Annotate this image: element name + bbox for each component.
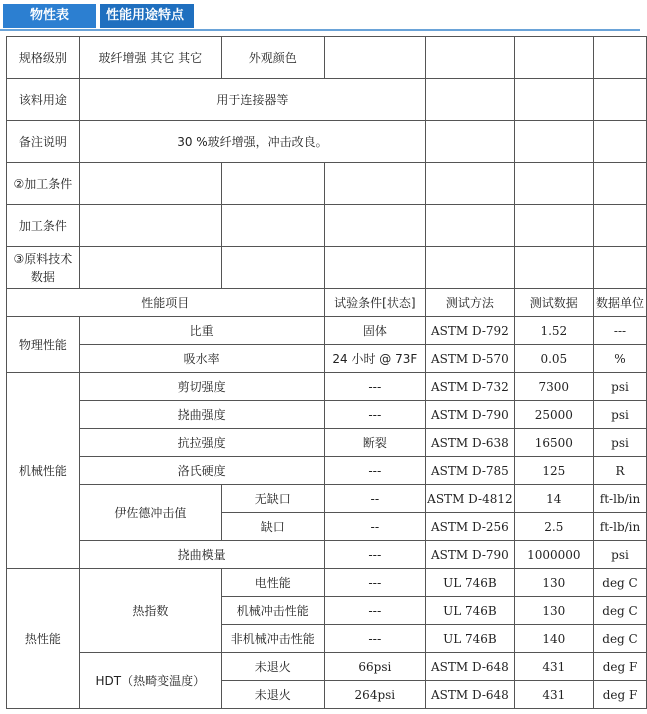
- property-condition: ---: [324, 625, 426, 653]
- empty-cell: [514, 121, 593, 163]
- table-row: [7, 247, 647, 289]
- property-unit: ft-lb/in: [594, 485, 647, 513]
- color-label: 外观颜色: [221, 37, 324, 79]
- table-header-row: [7, 289, 647, 317]
- table-row: [7, 541, 647, 569]
- izod-label: 伊佐德冲击值: [79, 485, 221, 541]
- property-method: ASTM D-4812: [426, 485, 514, 513]
- table-row: [7, 653, 647, 681]
- property-value: 7300: [514, 373, 593, 401]
- property-name: 挠曲强度: [79, 401, 324, 429]
- empty-cell: [514, 247, 593, 289]
- property-value: 130: [514, 597, 593, 625]
- property-unit: psi: [594, 429, 647, 457]
- property-value: 431: [514, 681, 593, 709]
- property-name: 吸水率: [79, 345, 324, 373]
- table-row: [7, 37, 647, 79]
- property-method: ASTM D-785: [426, 457, 514, 485]
- property-method: ASTM D-648: [426, 681, 514, 709]
- table-row: [7, 569, 647, 597]
- property-name: 比重: [79, 317, 324, 345]
- category-thermal: 热性能: [7, 569, 80, 709]
- table-row: [7, 373, 647, 401]
- property-unit: psi: [594, 373, 647, 401]
- property-value: 130: [514, 569, 593, 597]
- property-unit: deg C: [594, 569, 647, 597]
- empty-cell: [221, 163, 324, 205]
- property-method: ASTM D-648: [426, 653, 514, 681]
- property-method: ASTM D-638: [426, 429, 514, 457]
- property-condition: ---: [324, 569, 426, 597]
- empty-cell: [79, 163, 221, 205]
- empty-cell: [594, 121, 647, 163]
- empty-cell: [426, 121, 514, 163]
- property-method: UL 746B: [426, 625, 514, 653]
- property-condition: ---: [324, 373, 426, 401]
- empty-cell: [426, 163, 514, 205]
- property-method: ASTM D-570: [426, 345, 514, 373]
- property-value: 25000: [514, 401, 593, 429]
- hdt-label: HDT（热畸变温度）: [79, 653, 221, 709]
- property-subname: 非机械冲击性能: [221, 625, 324, 653]
- empty-cell: [79, 247, 221, 289]
- table-row: [7, 163, 647, 205]
- processing-label: ②加工条件: [7, 163, 80, 205]
- empty-cell: [514, 79, 593, 121]
- thermal-index-label: 热指数: [79, 569, 221, 653]
- property-condition: --: [324, 513, 426, 541]
- property-unit: psi: [594, 401, 647, 429]
- property-name: 剪切强度: [79, 373, 324, 401]
- property-unit: R: [594, 457, 647, 485]
- property-unit: deg C: [594, 597, 647, 625]
- empty-cell: [324, 163, 426, 205]
- property-method: ASTM D-790: [426, 401, 514, 429]
- column-header-unit: 数据单位: [594, 289, 647, 317]
- property-method: ASTM D-792: [426, 317, 514, 345]
- empty-cell: [514, 163, 593, 205]
- empty-cell: [221, 247, 324, 289]
- property-value: 2.5: [514, 513, 593, 541]
- property-subname: 缺口: [221, 513, 324, 541]
- empty-cell: [594, 247, 647, 289]
- property-method: UL 746B: [426, 597, 514, 625]
- empty-cell: [221, 205, 324, 247]
- empty-cell: [426, 37, 514, 79]
- property-name: 洛氏硬度: [79, 457, 324, 485]
- property-value: 14: [514, 485, 593, 513]
- property-unit: %: [594, 345, 647, 373]
- property-unit: psi: [594, 541, 647, 569]
- empty-cell: [514, 37, 593, 79]
- category-mechanical: 机械性能: [7, 373, 80, 569]
- property-condition: 断裂: [324, 429, 426, 457]
- property-value: 431: [514, 653, 593, 681]
- empty-cell: [426, 247, 514, 289]
- table-row: [7, 121, 647, 163]
- empty-cell: [79, 205, 221, 247]
- column-header-property: 性能项目: [7, 289, 325, 317]
- tab-properties[interactable]: 物性表: [3, 4, 96, 28]
- category-physical: 物理性能: [7, 317, 80, 373]
- empty-cell: [324, 205, 426, 247]
- column-header-data: 测试数据: [514, 289, 593, 317]
- property-value: 0.05: [514, 345, 593, 373]
- property-condition: 24 小时 @ 73F: [324, 345, 426, 373]
- empty-cell: [594, 79, 647, 121]
- property-unit: deg C: [594, 625, 647, 653]
- spec-table: [6, 36, 647, 709]
- property-method: ASTM D-790: [426, 541, 514, 569]
- property-value: 16500: [514, 429, 593, 457]
- empty-cell: [594, 37, 647, 79]
- property-value: 140: [514, 625, 593, 653]
- property-subname: 电性能: [221, 569, 324, 597]
- empty-cell: [514, 205, 593, 247]
- property-unit: deg F: [594, 681, 647, 709]
- property-method: UL 746B: [426, 569, 514, 597]
- property-subname: 未退火: [221, 681, 324, 709]
- property-subname: 无缺口: [221, 485, 324, 513]
- property-condition: 66psi: [324, 653, 426, 681]
- empty-cell: [594, 205, 647, 247]
- table-row: [7, 345, 647, 373]
- property-unit: ---: [594, 317, 647, 345]
- remark-label: 备注说明: [7, 121, 80, 163]
- property-value: 1000000: [514, 541, 593, 569]
- tab-bar: [0, 0, 640, 31]
- grade-value: 玻纤增强 其它 其它: [79, 37, 221, 79]
- empty-cell: [594, 163, 647, 205]
- property-unit: deg F: [594, 653, 647, 681]
- property-method: ASTM D-256: [426, 513, 514, 541]
- table-row: [7, 401, 647, 429]
- property-unit: ft-lb/in: [594, 513, 647, 541]
- empty-cell: [426, 79, 514, 121]
- property-value: 1.52: [514, 317, 593, 345]
- empty-cell: [324, 247, 426, 289]
- use-label: 该料用途: [7, 79, 80, 121]
- use-value: 用于连接器等: [79, 79, 425, 121]
- remark-value: 30 %玻纤增强，冲击改良。: [79, 121, 425, 163]
- property-condition: ---: [324, 541, 426, 569]
- property-subname: 机械冲击性能: [221, 597, 324, 625]
- property-subname: 未退火: [221, 653, 324, 681]
- tab-features[interactable]: 性能用途特点: [100, 4, 194, 28]
- property-value: 125: [514, 457, 593, 485]
- empty-cell: [426, 205, 514, 247]
- property-condition: 264psi: [324, 681, 426, 709]
- table-row: [7, 429, 647, 457]
- table-row: [7, 205, 647, 247]
- table-row: [7, 485, 647, 513]
- raw-data-label: ③原料技术数据: [7, 247, 80, 289]
- grade-label: 规格级别: [7, 37, 80, 79]
- property-condition: 固体: [324, 317, 426, 345]
- property-condition: ---: [324, 597, 426, 625]
- property-method: ASTM D-732: [426, 373, 514, 401]
- property-condition: ---: [324, 401, 426, 429]
- property-name: 抗拉强度: [79, 429, 324, 457]
- property-name: 挠曲模量: [79, 541, 324, 569]
- table-row: [7, 457, 647, 485]
- column-header-method: 测试方法: [426, 289, 514, 317]
- color-value: [324, 37, 426, 79]
- column-header-condition: 试验条件[状态]: [324, 289, 426, 317]
- property-condition: --: [324, 485, 426, 513]
- processing-label: 加工条件: [7, 205, 80, 247]
- table-row: [7, 317, 647, 345]
- property-condition: ---: [324, 457, 426, 485]
- table-row: [7, 79, 647, 121]
